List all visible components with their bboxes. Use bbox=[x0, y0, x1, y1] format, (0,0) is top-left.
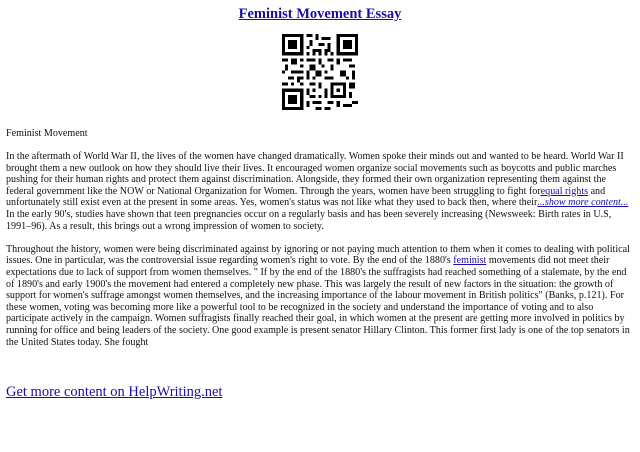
paragraph-3-text-b: movements did not meet their expectations due to lack of support from women themselves. " If by the end of the 1880's the suffragists had reached something of a stalemate, by the end of 1890's and early 1900's the movement had entered a completely new phase. This was largely the result of new factors in the situation: the growth of support for women's suffrage amongst women themselves, and the increasing importance of the labour movement in British politics" (Banks, p.121). For these women, voting was becoming more like a powerful tool to be recognized in the society and understand the importance of voting and to also participate actively in the campaign. Women suffragists finally reached their goal, in which women at the present are getting more involved in politics by running for office and being leaders of the society. One good example is present senator Hillary Clinton. This former first lady is one of the top senators in the United States today. She fought bbox=[6, 255, 630, 348]
show-more-link[interactable]: ...show more content... bbox=[537, 197, 629, 209]
section-heading: Feminist Movement bbox=[6, 128, 88, 139]
paragraph-1-text-a: In the aftermath of World War II, the lives of the women have changed dramatically. Women spoke their minds out and wanted to be heard. World War II brought them a new outlook on how they should live their lives. It encouraged women organize social movements such as boycotts and public marches pushing for their human rights and protect them against discrimination. Alongside, they formed their own organization representing them against the federal government like the NOW or National Organization for Women. Through the years, women have been struggling to fight for bbox=[6, 151, 624, 197]
equal-rights-link[interactable]: equal rights bbox=[540, 185, 589, 197]
paragraph-3 bbox=[6, 244, 633, 348]
paragraph-2: In the early 90's, studies have shown that teen pregnancies occur on a regularly basis and has been severely increasing (Newsweek: Birth rates in U.S, 1991–96). As a result, this brings out a wrong impression of women to society. bbox=[6, 209, 612, 232]
paragraph-1 bbox=[6, 151, 633, 209]
paragraph-1-text-b: and unfortunately still exist even at the present in some areas. Yes, women's status was not like what they used to back then, where their bbox=[6, 185, 606, 209]
essay-body bbox=[6, 128, 633, 360]
page-title bbox=[0, 6, 640, 23]
paragraph-3-text-a: Throughout the history, women were being discriminated against by ignoring or not paying much attention to them when it comes to dealing with political issues. One in particular, was the controversial issue regarding women's right to vote. By the end of the 1880's bbox=[6, 243, 630, 267]
feminist-link[interactable]: feminist bbox=[453, 255, 487, 267]
helpwriting-link[interactable]: Get more content on HelpWriting.net bbox=[6, 384, 223, 400]
qr-code bbox=[281, 34, 359, 110]
title-link[interactable]: Feminist Movement Essay bbox=[238, 6, 402, 22]
footer bbox=[6, 384, 222, 401]
